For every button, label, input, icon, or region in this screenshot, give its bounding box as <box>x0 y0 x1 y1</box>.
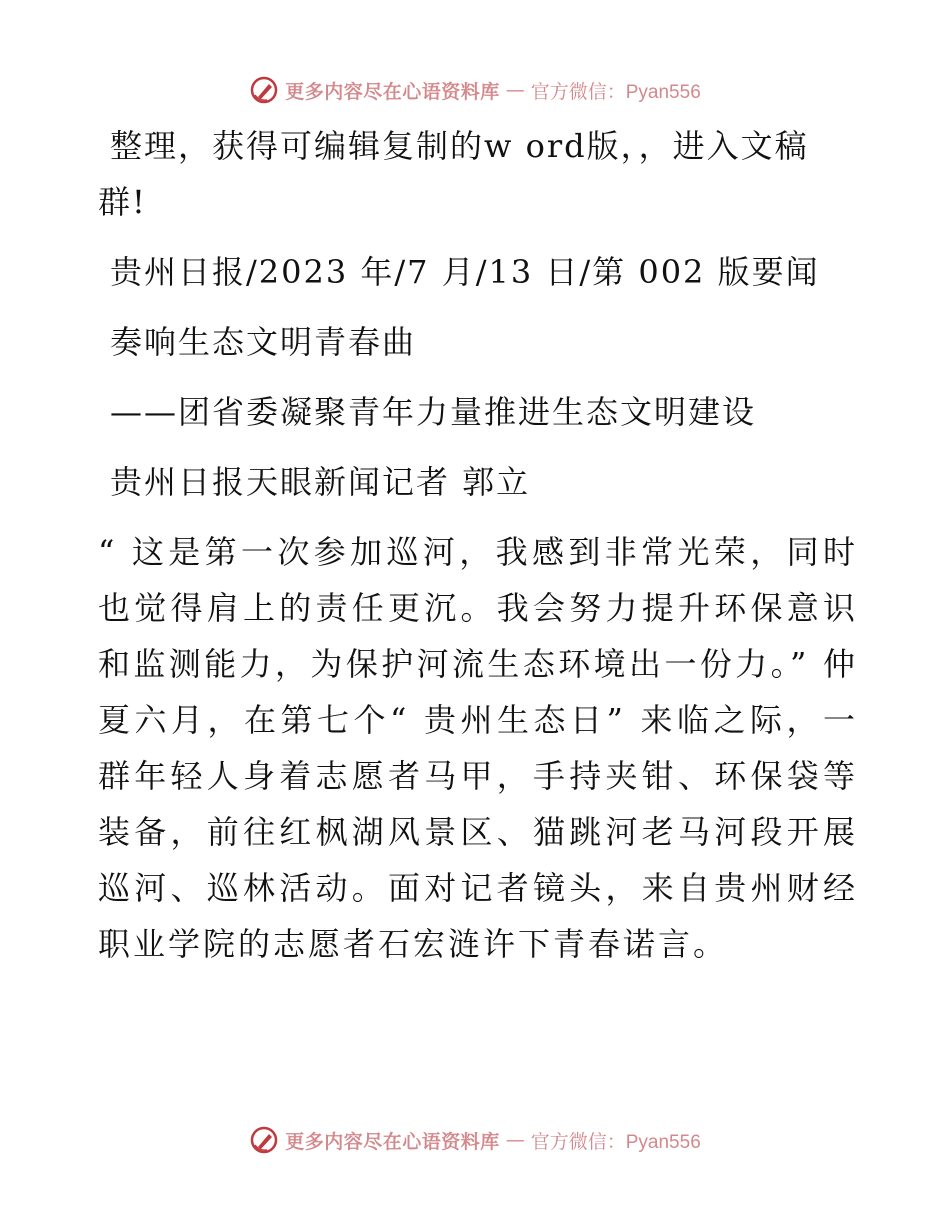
article-paragraph: “ 这是第一次参加巡河，我感到非常光荣，同时也觉得肩上的责任更沉。我会努力提升环保意识和监测能力，为保护河流生态环境出一份力。” 仲夏六月，在第七个“ 贵州生态日” 来临之际，一群年轻人身着志愿者马甲，手持夹钳、环保袋等装备，前往红枫湖风景区、猫跳河老马河段开展巡河、巡林活动。面对记者镜头，来自贵州财经职业学院的志愿者石宏涟许下青春诺言。 <box>98 533 858 963</box>
intro-line-1: 整理，获得可编辑复制的w ord版，，进入文稿 <box>110 127 809 165</box>
source-line: 贵州日报/2023 年/7 月/13 日/第 002 版要闻 <box>110 253 820 291</box>
watermark-contact: 官方微信：Pyan556 <box>530 1131 701 1153</box>
article-byline: 贵州日报天眼新闻记者 郭立 <box>110 463 531 501</box>
watermark-header <box>0 72 950 108</box>
watermark-text: 更多内容尽在心语资料库 <box>285 1130 500 1153</box>
article-title: 奏响生态文明青春曲 <box>110 323 417 361</box>
watermark-content <box>249 1125 701 1155</box>
watermark-text: 更多内容尽在心语资料库 <box>285 80 500 103</box>
watermark-content <box>249 75 701 105</box>
watermark-separator: — <box>505 79 525 101</box>
pen-circle-logo-icon <box>249 1125 279 1155</box>
watermark-separator: — <box>505 1129 525 1151</box>
intro-line-2: 群! <box>98 183 147 221</box>
document-body <box>98 118 858 972</box>
pen-circle-logo-icon <box>249 75 279 105</box>
watermark-contact: 官方微信：Pyan556 <box>530 81 701 103</box>
watermark-footer <box>0 1122 950 1158</box>
article-subtitle: ——团省委凝聚青年力量推进生态文明建设 <box>110 393 757 431</box>
